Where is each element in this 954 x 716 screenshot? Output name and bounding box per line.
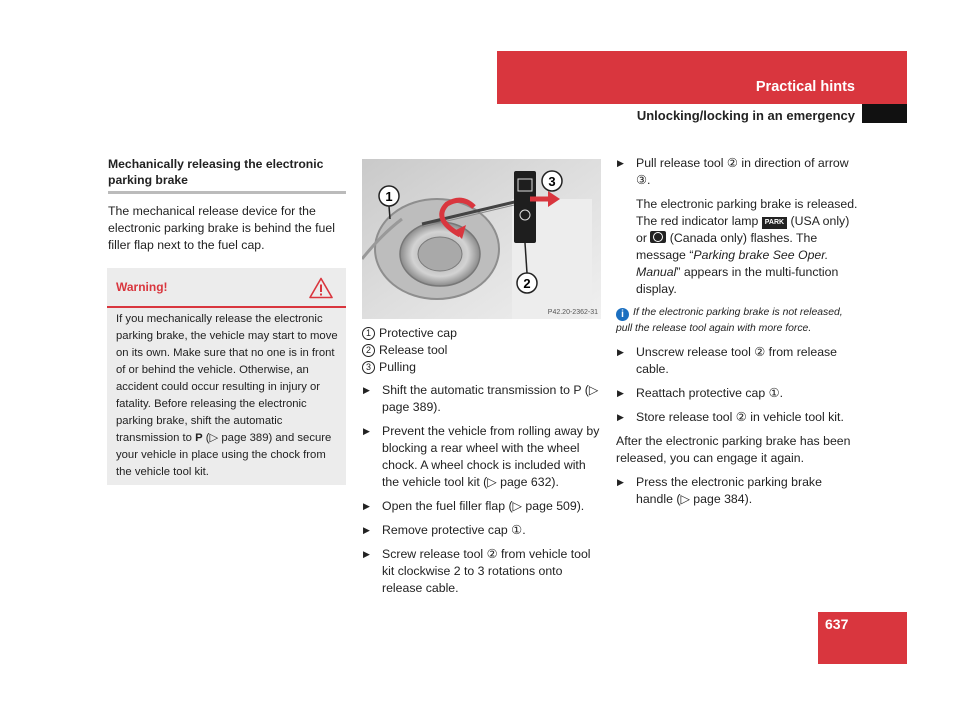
step-item: ▶ Unscrew release tool ② from release cable. [617,345,838,376]
after-paragraph: After the electronic parking brake has been released, you can engage it again. [616,434,851,465]
steps-list [362,382,602,597]
header-bar [497,51,907,104]
info-note: i If the electronic parking brake is not released, pull the release tool again with more force. [616,307,843,334]
column-3 [616,155,858,515]
warning-triangle-icon [309,277,333,304]
intro-paragraph: The mechanical release device for the electronic parking brake is behind the fuel filler flap next to the fuel cap. [108,204,335,252]
step-item: ▶ Remove protective cap ①. [363,523,526,537]
figure-legend [362,325,602,376]
release-tool-photo [362,159,601,319]
section-heading: Mechanically releasing the electronic parking brake [108,156,346,194]
callout-3: 3 [548,174,556,189]
step-item: ▶ Prevent the vehicle from rolling away by blocking a rear wheel with the wheel chock. A wheel chock is included with the vehicle tool kit (▷ page 632). [363,424,600,489]
parking-brake-indicator-icon [650,231,666,243]
steps-list [616,344,858,426]
step-item: ▶ Pull release tool ② in direction of arrow ③. [617,156,849,187]
subtitle-marker [862,104,907,123]
callout-2: 2 [523,276,531,291]
legend-item: 2 Release tool [362,342,602,359]
page-number: 637 [825,616,849,632]
figure-code: P42.20-2362-31 [547,309,598,316]
page-subtitle: Unlocking/locking in an emergency [636,108,855,123]
steps-list [616,155,858,189]
step-item: ▶ Store release tool ② in vehicle tool kit. [617,410,844,424]
park-indicator-icon: PARK [762,217,787,229]
released-paragraph: The electronic parking brake is released. The red indicator lamp PARK (USA only) or (Canada only) flashes. The message “Parking brake See Oper. Manual” appears in the multi-function display. [636,197,858,296]
step-item: ▶ Screw release tool ② from vehicle tool kit clockwise 2 to 3 rotations onto release cable. [363,547,591,595]
column-2 [362,325,602,604]
legend-item: 3 Pulling [362,359,602,376]
warning-title: Warning! [116,280,168,294]
step-item: ▶ Shift the automatic transmission to P (▷ page 389). [363,383,599,414]
warning-text: If you mechanically release the electronic parking brake, the vehicle may start to move on its own. Make sure that no one is in front of or behind the vehicle. Otherwise, an accident could occur resulting in injury or fatality. Before releasing the electronic parking brake, shift the automatic transmission to P (▷ page 389) and secure your vehicle in place using the chock from the vehicle tool kit. [116,313,338,478]
legend-item: 1 Protective cap [362,325,602,342]
steps-list [616,474,858,508]
step-item: ▶ Open the fuel filler flap (▷ page 509). [363,499,585,513]
callout-1: 1 [385,189,393,204]
step-item: ▶ Press the electronic parking brake handle (▷ page 384). [617,475,822,506]
section-title: Practical hints [755,79,855,95]
info-icon: i [616,308,629,321]
step-item: ▶ Reattach protective cap ①. [617,386,784,400]
